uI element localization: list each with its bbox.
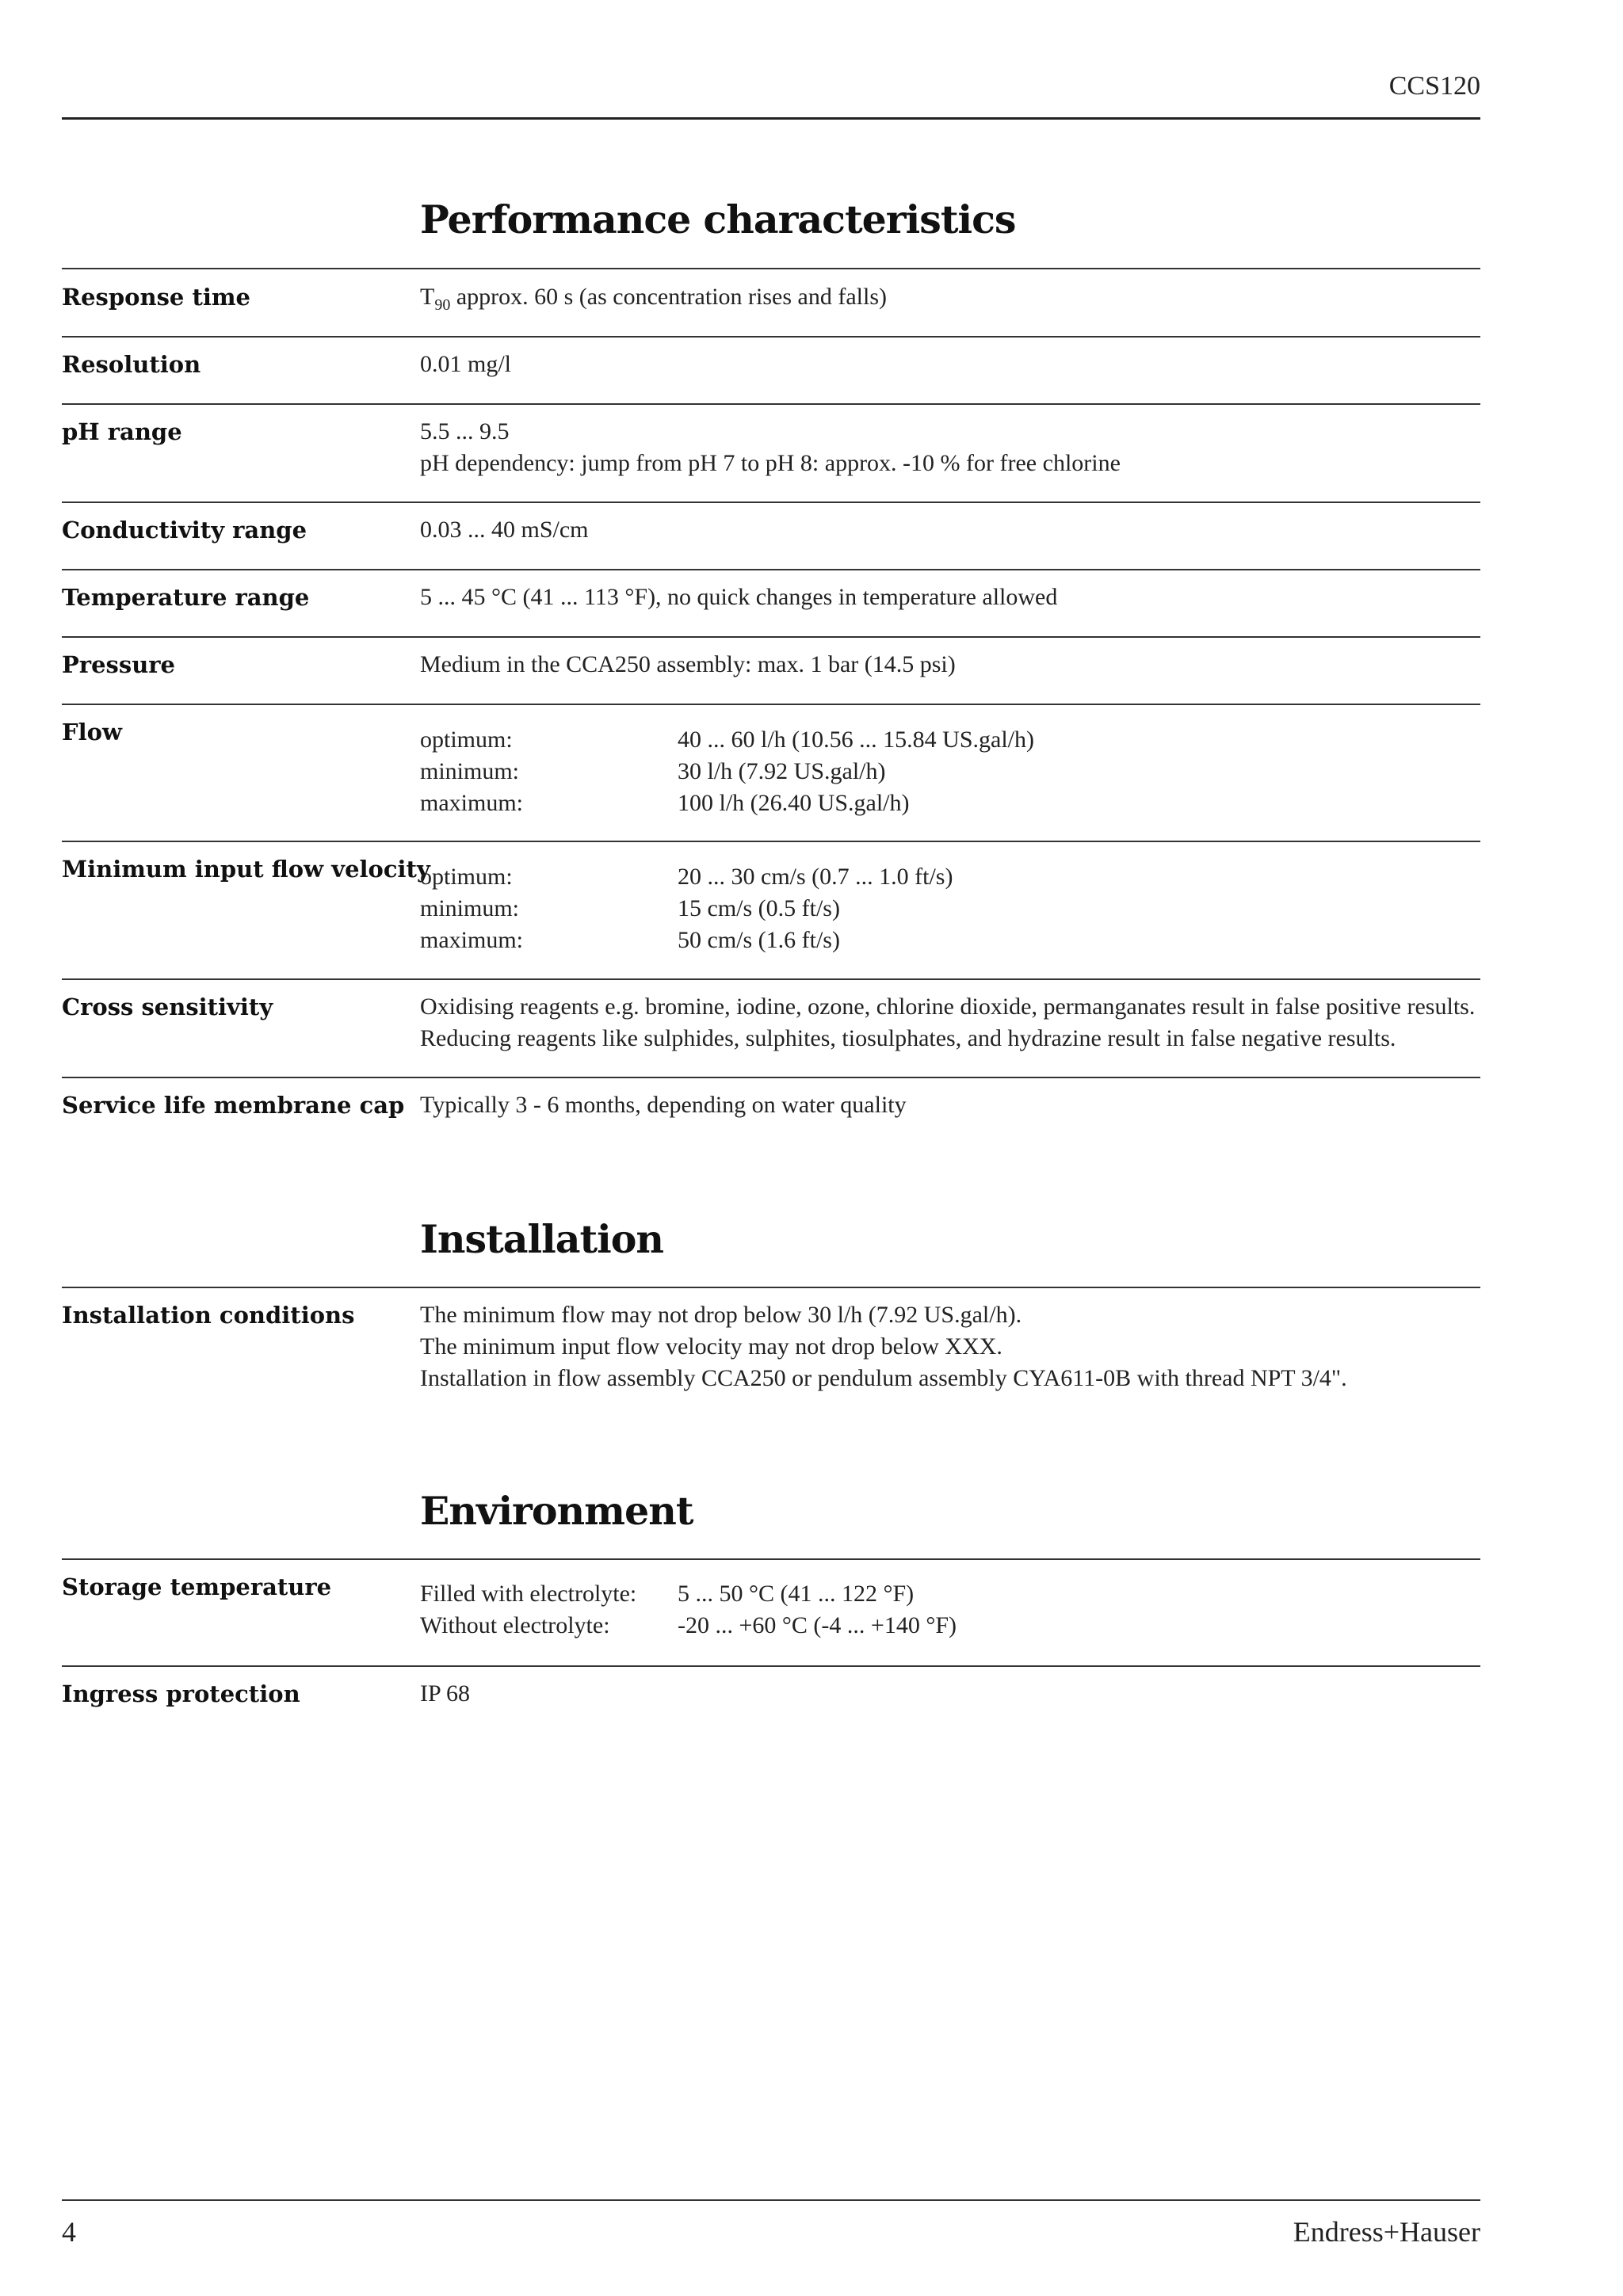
label-installation-conditions: Installation conditions bbox=[62, 1302, 355, 1329]
cross-sensitivity-line: Oxidising reagents e.g. bromine, iodine, ozone, chlorine dioxide, permanganates result in false positive results. bbox=[420, 994, 1476, 1020]
value-min-input-flow-velocity bbox=[420, 861, 1482, 956]
flow-row bbox=[420, 724, 1482, 756]
divider bbox=[62, 978, 1480, 980]
section-title-environment: Environment bbox=[420, 1488, 693, 1534]
installation-line: The minimum input flow velocity may not drop below XXX. bbox=[420, 1333, 1002, 1360]
velocity-key: optimum: bbox=[420, 864, 513, 890]
flow-key: minimum: bbox=[420, 758, 520, 784]
storage-key: Filled with electrolyte: bbox=[420, 1581, 637, 1607]
storage-row bbox=[420, 1610, 1482, 1642]
value-ph-range bbox=[420, 416, 1482, 479]
divider bbox=[62, 1287, 1480, 1288]
flow-val: 40 ... 60 l/h (10.56 ... 15.84 US.gal/h) bbox=[678, 727, 1034, 753]
installation-line: The minimum flow may not drop below 30 l/h (7.92 US.gal/h). bbox=[420, 1302, 1022, 1328]
velocity-key: maximum: bbox=[420, 927, 523, 953]
storage-row bbox=[420, 1578, 1482, 1610]
value-response-time bbox=[420, 281, 1482, 313]
document-id: CCS120 bbox=[1388, 71, 1480, 101]
t-subscript: 90 bbox=[434, 296, 451, 314]
cross-sensitivity-line: Reducing reagents like sulphides, sulphites, tiosulphates, and hydrazine result in false negative results. bbox=[420, 1025, 1396, 1051]
section-title-performance: Performance characteristics bbox=[420, 196, 1016, 242]
storage-val: -20 ... +60 °C (-4 ... +140 °F) bbox=[678, 1612, 957, 1638]
installation-line: Installation in flow assembly CCA250 or pendulum assembly CYA611-0B with thread NPT 3/4". bbox=[420, 1365, 1347, 1391]
page-number: 4 bbox=[62, 2216, 76, 2248]
page-header bbox=[62, 71, 1480, 120]
ph-dependency-line: pH dependency: jump from pH 7 to pH 8: approx. -10 % for free chlorine bbox=[420, 450, 1121, 476]
divider bbox=[62, 1077, 1480, 1078]
storage-val: 5 ... 50 °C (41 ... 122 °F) bbox=[678, 1581, 915, 1607]
label-response-time: Response time bbox=[62, 284, 251, 311]
value-temperature-range: 5 ... 45 °C (41 ... 113 °F), no quick changes in temperature allowed bbox=[420, 584, 1058, 610]
label-conductivity-range: Conductivity range bbox=[62, 517, 307, 543]
velocity-row bbox=[420, 893, 1482, 925]
flow-val: 100 l/h (26.40 US.gal/h) bbox=[678, 790, 910, 816]
label-ph-range: pH range bbox=[62, 418, 182, 445]
divider bbox=[62, 502, 1480, 503]
label-temperature-range: Temperature range bbox=[62, 584, 310, 611]
velocity-key: minimum: bbox=[420, 895, 520, 921]
divider bbox=[62, 636, 1480, 638]
divider bbox=[62, 268, 1480, 269]
flow-key: optimum: bbox=[420, 727, 513, 753]
storage-key: Without electrolyte: bbox=[420, 1612, 610, 1638]
label-service-life: Service life membrane cap bbox=[62, 1092, 405, 1119]
value-storage-temperature bbox=[420, 1578, 1482, 1642]
label-pressure: Pressure bbox=[62, 651, 176, 678]
brand-name: Endress+Hauser bbox=[1293, 2216, 1480, 2248]
divider bbox=[62, 1665, 1480, 1667]
velocity-row bbox=[420, 925, 1482, 956]
value-cross-sensitivity bbox=[420, 991, 1482, 1055]
divider bbox=[62, 569, 1480, 570]
divider bbox=[62, 841, 1480, 842]
page-footer bbox=[62, 2199, 1480, 2248]
ph-range-line: 5.5 ... 9.5 bbox=[420, 418, 510, 444]
label-min-input-flow-velocity: Minimum input flow velocity bbox=[62, 856, 430, 883]
flow-row bbox=[420, 756, 1482, 788]
velocity-val: 50 cm/s (1.6 ft/s) bbox=[678, 927, 840, 953]
label-storage-temperature: Storage temperature bbox=[62, 1573, 332, 1600]
section-title-installation: Installation bbox=[420, 1216, 664, 1262]
label-flow: Flow bbox=[62, 719, 122, 746]
value-installation-conditions bbox=[420, 1299, 1482, 1394]
value-flow bbox=[420, 724, 1482, 819]
divider bbox=[62, 403, 1480, 405]
flow-key: maximum: bbox=[420, 790, 523, 816]
value-conductivity-range: 0.03 ... 40 mS/cm bbox=[420, 517, 589, 543]
value-resolution: 0.01 mg/l bbox=[420, 351, 512, 377]
velocity-row bbox=[420, 861, 1482, 893]
velocity-val: 20 ... 30 cm/s (0.7 ... 1.0 ft/s) bbox=[678, 864, 953, 890]
value-service-life: Typically 3 - 6 months, depending on water quality bbox=[420, 1092, 907, 1118]
value-ingress-protection: IP 68 bbox=[420, 1680, 471, 1707]
t-symbol: T bbox=[420, 284, 435, 310]
label-resolution: Resolution bbox=[62, 351, 201, 378]
velocity-val: 15 cm/s (0.5 ft/s) bbox=[678, 895, 840, 921]
label-cross-sensitivity: Cross sensitivity bbox=[62, 994, 273, 1020]
divider bbox=[62, 1558, 1480, 1560]
divider bbox=[62, 704, 1480, 705]
value-pressure: Medium in the CCA250 assembly: max. 1 bar (14.5 psi) bbox=[420, 651, 956, 677]
response-time-text: approx. 60 s (as concentration rises and falls) bbox=[450, 284, 887, 310]
divider bbox=[62, 336, 1480, 338]
flow-val: 30 l/h (7.92 US.gal/h) bbox=[678, 758, 886, 784]
label-ingress-protection: Ingress protection bbox=[62, 1680, 300, 1707]
flow-row bbox=[420, 788, 1482, 819]
